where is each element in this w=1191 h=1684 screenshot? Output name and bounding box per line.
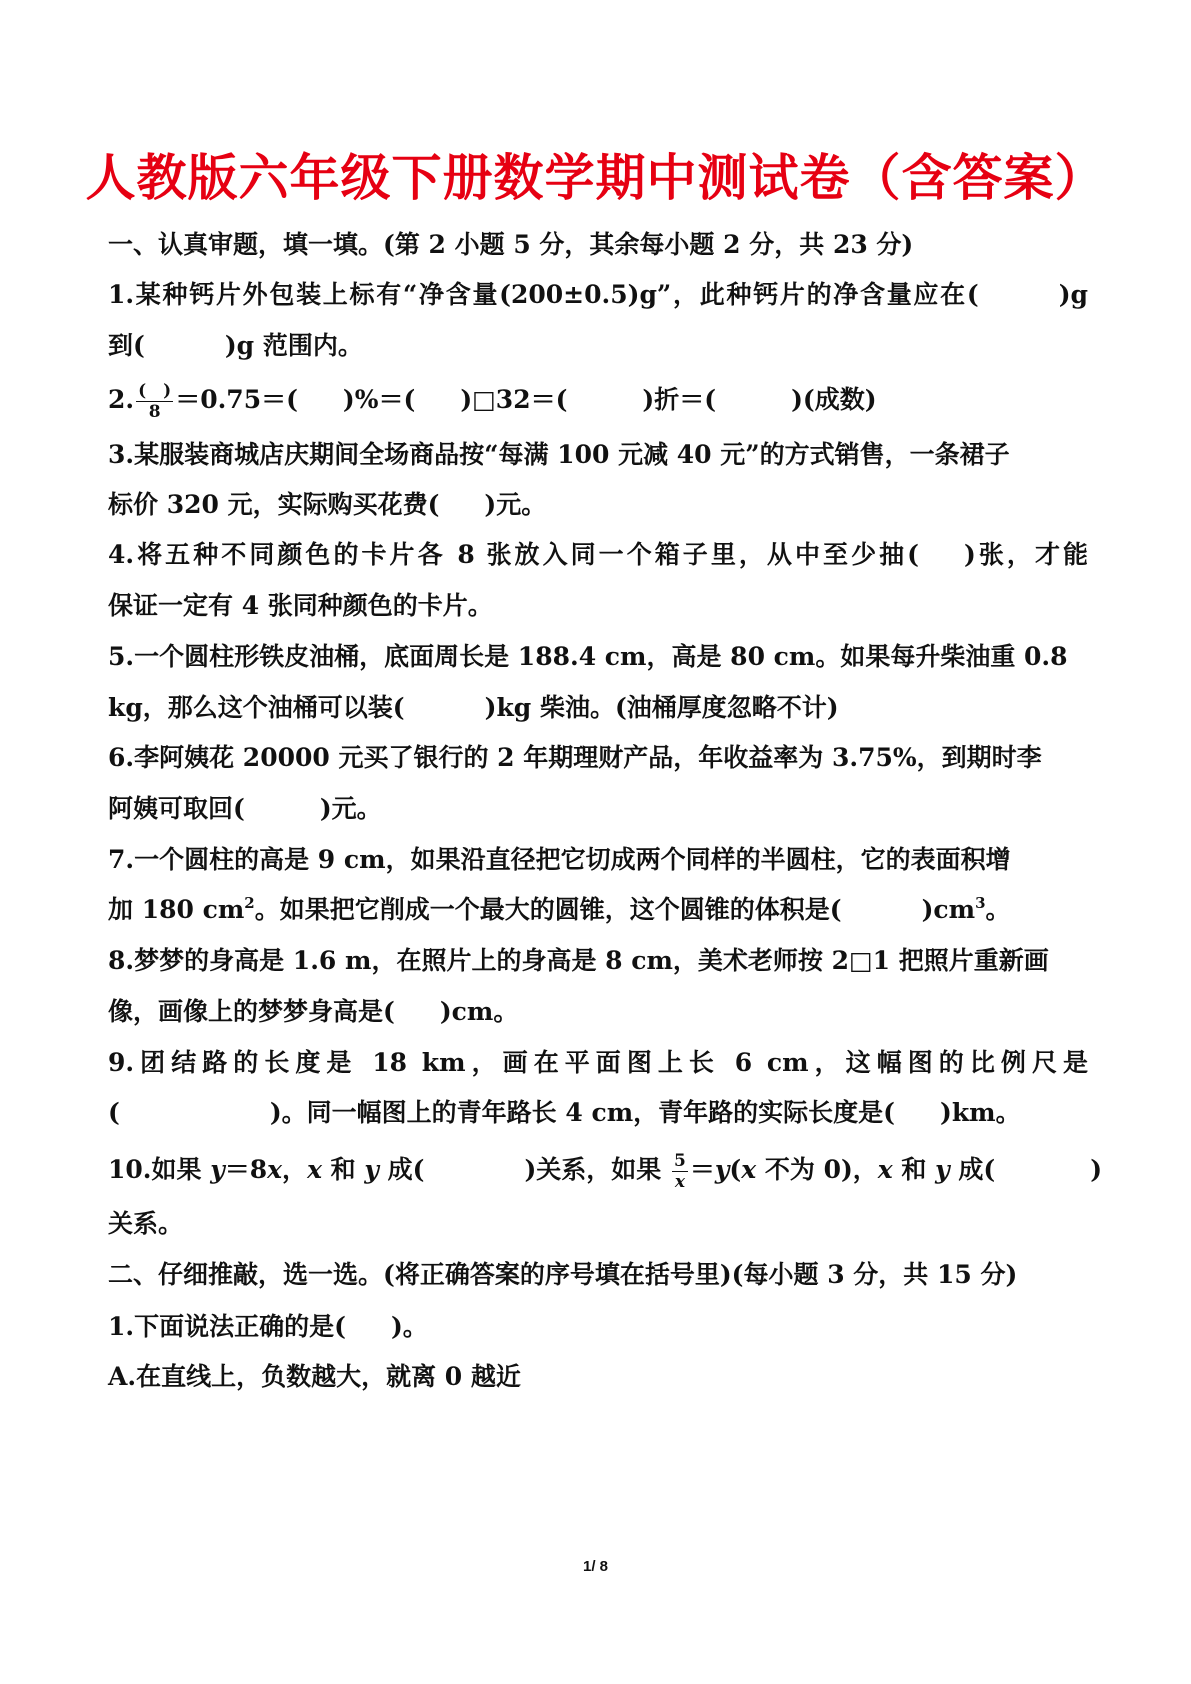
question-8-line1: 8.梦梦的身高是 1.6 m，在照片上的身高是 8 cm，美术老师按 2□1 把照片重新画 (108, 946, 1049, 975)
section1-heading: 一、认真审题，填一填。(第 2 小题 5 分，其余每小题 2 分，共 23 分) (108, 230, 914, 259)
question-9-line1: 9.团结路的长度是 18 km，画在平面图上长 6 cm，这幅图的比例尺是 (108, 1048, 1088, 1077)
question-7-line1: 7.一个圆柱的高是 9 cm，如果沿直径把它切成两个同样的半圆柱，它的表面积增 (108, 845, 1011, 874)
question-1-line1: 1.某种钙片外包装上标有“净含量(200±0.5)g”，此种钙片的净含量应在( )g (108, 280, 1088, 309)
mc-question-1: 1.下面说法正确的是( )。 (108, 1312, 428, 1341)
fraction-5-over-x: $\frac{5}{x}$ (674, 1151, 686, 1192)
question-3-line1: 3.某服装商城店庆期间全场商品按“每满 100 元减 40 元”的方式销售，一条裙子 (108, 440, 1010, 469)
question-4-line2: 保证一定有 4 张同种颜色的卡片。 (108, 591, 493, 620)
question-2: 2. $\frac{( )}{8}$ ＝0.75＝( )%＝( )□32＝( )折＝( )(成数) (108, 381, 877, 422)
question-5-line1: 5.一个圆柱形铁皮油桶，底面周长是 188.4 cm，高是 80 cm。如果每升柴油重 0.8 (108, 642, 1068, 671)
question-8-line2: 像，画像上的梦梦身高是( )cm。 (108, 997, 519, 1026)
page-title: 人教版六年级下册数学期中测试卷（含答案） (85, 148, 1106, 207)
question-3-line2: 标价 320 元，实际购买花费( )元。 (108, 490, 547, 519)
question-10-line1: 10.如果 y＝8x，x 和 y 成( )关系，如果 $\frac{5}{x}$ ＝y(x 不为 0)，x 和 y 成( ) (108, 1151, 1103, 1192)
question-7-line2: 加 180 $cm^2$。如果把它削成一个最大的圆锥，这个圆锥的体积是( )$cm^3$。 (108, 894, 1011, 924)
section2-heading: 二、仔细推敲，选一选。(将正确答案的序号填在括号里)(每小题 3 分，共 15 分) (108, 1260, 1018, 1289)
mc-option-a: A.在直线上，负数越大，就离 0 越近 (108, 1362, 521, 1391)
question-5-line2: kg，那么这个油桶可以装( )kg 柴油。(油桶厚度忽略不计) (108, 693, 839, 722)
question-6-line1: 6.李阿姨花 20000 元买了银行的 2 年期理财产品，年收益率为 3.75%，到期时李 (108, 743, 1042, 772)
question-4-line1: 4.将五种不同颜色的卡片各 8 张放入同一个箱子里，从中至少抽( )张，才能 (108, 540, 1088, 569)
question-9-line2: ( )。同一幅图上的青年路长 4 cm，青年路的实际长度是( )km。 (108, 1098, 1021, 1127)
fraction-blank-over-8: $\frac{( )}{8}$ (138, 381, 172, 422)
question-10-line2: 关系。 (108, 1209, 184, 1238)
question-6-line2: 阿姨可取回( )元。 (108, 794, 382, 823)
page-number: 1/ 8 (582, 1558, 609, 1575)
question-1-line2: 到( )g 范围内。 (108, 331, 363, 360)
